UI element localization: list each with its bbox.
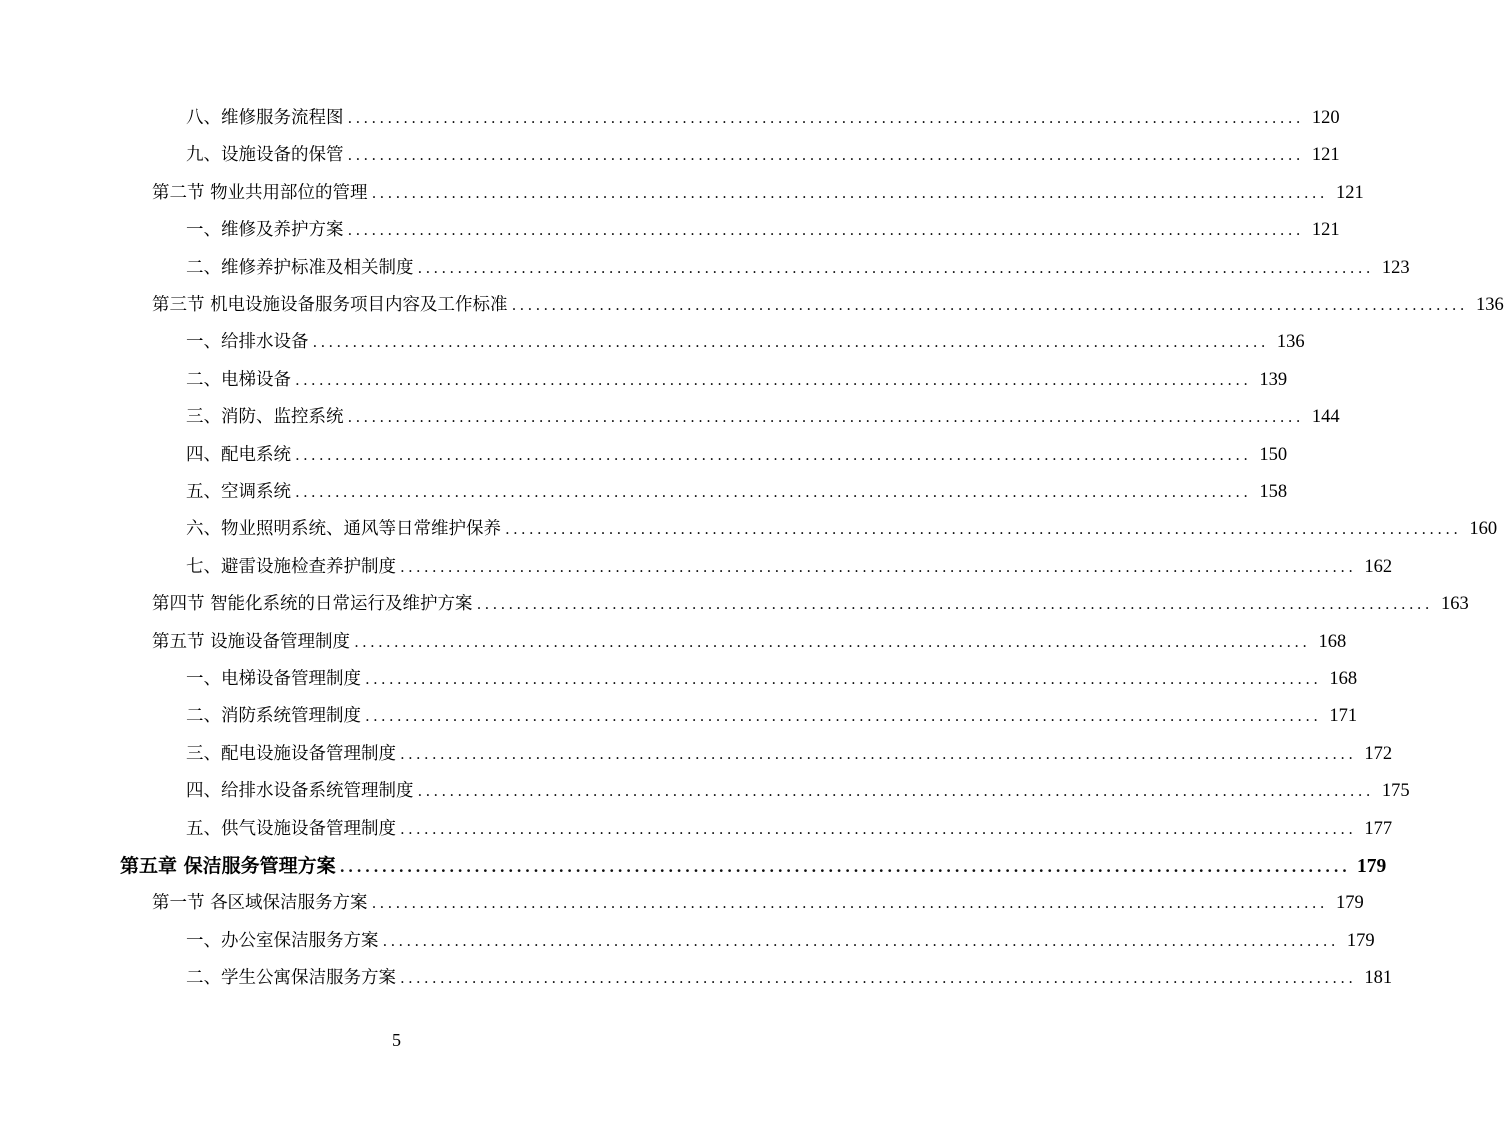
toc-entry-page: 179 — [1357, 856, 1387, 877]
toc-entry-title: 五、空调系统 — [186, 482, 291, 502]
toc-section-entry — [152, 586, 1469, 623]
toc-entry-title: 三、消防、监控系统 — [186, 407, 344, 428]
toc-entry-title: 第三节 机电设施设备服务项目内容及工作标准 — [152, 295, 508, 315]
toc-leader-dots: ........................................................................................................................ — [505, 520, 1462, 539]
toc-section-entry — [152, 175, 1364, 212]
toc-entry-page: 121 — [1335, 182, 1364, 203]
toc-leader-dots: ........................................................................................................................ — [382, 931, 1339, 950]
toc-entry-title: 一、维修及养护方案 — [186, 220, 344, 241]
toc-entry-page: 160 — [1469, 519, 1498, 540]
toc-subsection-entry — [186, 474, 1288, 511]
toc-entry-title: 一、办公室保洁服务方案 — [186, 930, 379, 951]
toc-entry-page: 121 — [1311, 145, 1340, 166]
toc-subsection-entry — [186, 923, 1375, 960]
toc-entry-page: 158 — [1259, 482, 1288, 502]
toc-leader-dots: ........................................................................................................................ — [312, 333, 1269, 352]
toc-subsection-entry — [186, 100, 1340, 137]
toc-entry-page: 175 — [1381, 781, 1410, 802]
page-number: 5 — [392, 1030, 401, 1050]
toc-subsection-entry — [186, 811, 1393, 848]
toc-entry-page: 171 — [1329, 706, 1358, 727]
toc-entry-title: 二、维修养护标准及相关制度 — [186, 257, 414, 278]
toc-entry-page: 136 — [1475, 295, 1504, 315]
toc-entry-page: 168 — [1329, 669, 1358, 689]
toc-subsection-entry — [186, 362, 1288, 399]
toc-chapter-entry — [120, 848, 1387, 885]
toc-leader-dots: ........................................................................................................................ — [339, 858, 1351, 876]
toc-entry-title: 二、电梯设备 — [186, 369, 291, 390]
toc-subsection-entry — [186, 399, 1340, 436]
toc-entry-title: 四、给排水设备系统管理制度 — [186, 781, 414, 802]
toc-entry-title: 二、消防系统管理制度 — [186, 706, 361, 727]
toc-entry-page: 121 — [1311, 220, 1340, 241]
toc-entry-title: 三、配电设施设备管理制度 — [186, 743, 396, 764]
toc-entry-title: 第五章 保洁服务管理方案 — [120, 855, 336, 877]
toc-leader-dots: ........................................................................................................................ — [371, 894, 1328, 913]
toc-leader-dots: ........................................................................................................................ — [347, 408, 1304, 427]
toc-entry-page: 139 — [1259, 369, 1288, 390]
toc-entry-page: 123 — [1381, 257, 1410, 278]
toc-entry-title: 八、维修服务流程图 — [186, 108, 344, 128]
toc-subsection-entry — [186, 549, 1393, 586]
toc-entry-page: 136 — [1276, 332, 1305, 353]
toc-entry-title: 第五节 设施设备管理制度 — [152, 631, 351, 652]
toc-subsection-entry — [186, 698, 1358, 735]
toc-entry-page: 150 — [1259, 444, 1288, 465]
toc-entry-title: 五、供气设施设备管理制度 — [186, 818, 396, 839]
toc-leader-dots: ........................................................................................................................ — [295, 483, 1252, 501]
toc-entry-title: 九、设施设备的保管 — [186, 145, 344, 166]
toc-leader-dots: ........................................................................................................................ — [511, 296, 1468, 314]
toc-entry-page: 162 — [1364, 556, 1393, 577]
toc-entry-title: 第一节 各区域保洁服务方案 — [152, 893, 368, 914]
toc-leader-dots: ........................................................................................................................ — [295, 445, 1252, 464]
toc-entry-title: 第二节 物业共用部位的管理 — [152, 182, 368, 203]
toc-leader-dots: ........................................................................................................................ — [400, 744, 1357, 763]
toc-subsection-entry — [186, 960, 1393, 997]
toc-subsection-entry — [186, 212, 1340, 249]
toc-leader-dots: ........................................................................................................................ — [476, 595, 1433, 614]
toc-entry-title: 二、学生公寓保洁服务方案 — [186, 968, 396, 989]
toc-entry-title: 一、给排水设备 — [186, 332, 309, 353]
toc-leader-dots: ........................................................................................................................ — [371, 183, 1328, 202]
toc-section-entry — [152, 885, 1364, 922]
toc-subsection-entry — [186, 736, 1393, 773]
toc-section-entry — [152, 624, 1347, 661]
toc-leader-dots: ........................................................................................................................ — [347, 109, 1304, 127]
toc-leader-dots: ........................................................................................................................ — [400, 969, 1357, 988]
toc-subsection-entry — [186, 324, 1305, 361]
toc-entry-page: 120 — [1311, 108, 1340, 128]
toc-entry-page: 179 — [1335, 893, 1364, 914]
toc-subsection-entry — [186, 661, 1358, 698]
toc-leader-dots: ........................................................................................................................ — [347, 146, 1304, 165]
toc-leader-dots: ........................................................................................................................ — [400, 819, 1357, 838]
toc-subsection-entry — [186, 250, 1410, 287]
toc-entry-page: 172 — [1364, 743, 1393, 764]
toc-section-entry — [152, 287, 1504, 324]
toc-leader-dots: ........................................................................................................................ — [400, 557, 1357, 576]
toc-leader-dots: ........................................................................................................................ — [354, 632, 1311, 651]
toc-subsection-entry — [186, 773, 1410, 810]
toc-entry-title: 七、避雷设施检查养护制度 — [186, 556, 396, 577]
toc-entry-page: 179 — [1346, 930, 1375, 951]
toc-entry-page: 181 — [1364, 968, 1393, 989]
toc-leader-dots: ........................................................................................................................ — [417, 782, 1374, 801]
toc-subsection-entry — [186, 511, 1498, 548]
toc-entry-title: 一、电梯设备管理制度 — [186, 669, 361, 689]
toc-leader-dots: ........................................................................................................................ — [295, 370, 1252, 389]
toc-entry-title: 六、物业照明系统、通风等日常维护保养 — [186, 519, 501, 540]
toc-subsection-entry — [186, 137, 1340, 174]
toc-entry-page: 144 — [1311, 407, 1340, 428]
toc-subsection-entry — [186, 437, 1288, 474]
toc-entry-title: 四、配电系统 — [186, 444, 291, 465]
toc-entry-page: 163 — [1440, 594, 1469, 615]
toc-entry-page: 168 — [1318, 631, 1347, 652]
toc-entry-title: 第四节 智能化系统的日常运行及维护方案 — [152, 594, 473, 615]
toc-leader-dots: ........................................................................................................................ — [417, 258, 1374, 277]
toc-leader-dots: ........................................................................................................................ — [347, 221, 1304, 240]
toc-entry-page: 177 — [1364, 818, 1393, 839]
toc-leader-dots: ........................................................................................................................ — [365, 707, 1322, 726]
toc-leader-dots: ........................................................................................................................ — [365, 670, 1322, 688]
